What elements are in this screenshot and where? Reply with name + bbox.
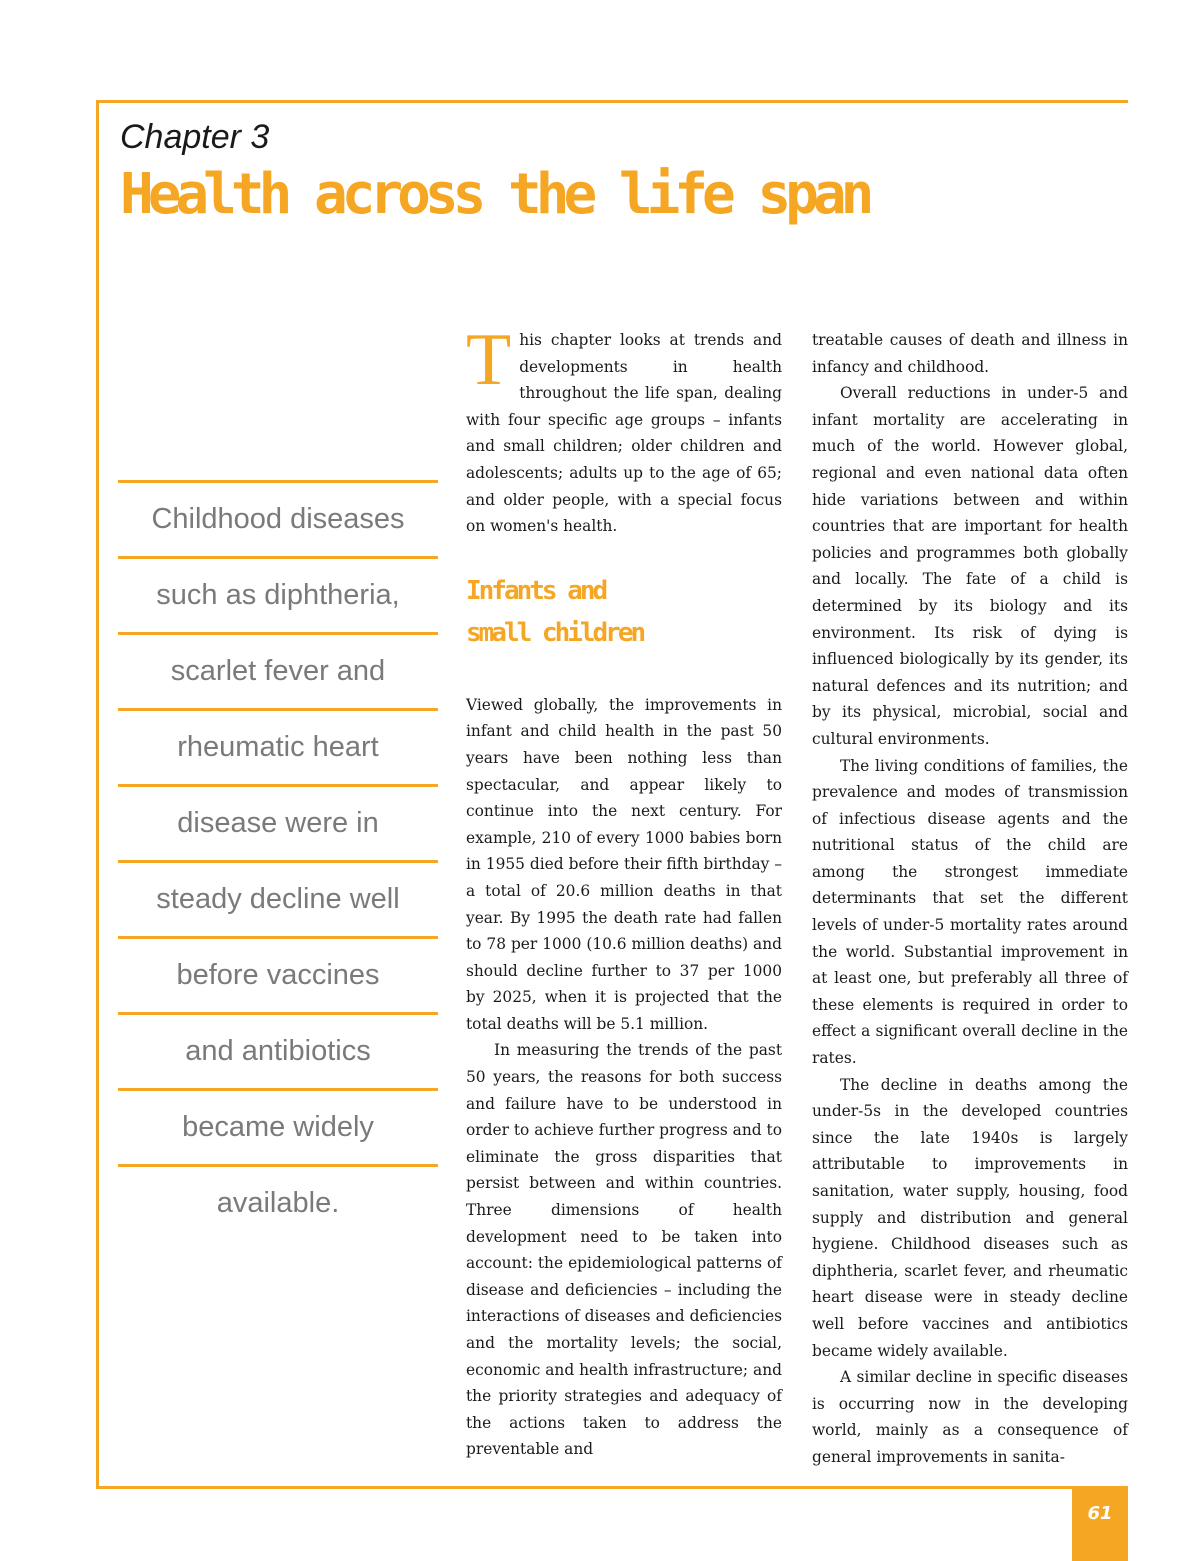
body-column-right: [812, 327, 1128, 1471]
pull-quote-line: scarlet fever and: [118, 632, 438, 708]
chapter-label: Chapter 3: [120, 118, 270, 156]
body-paragraph: treatable causes of death and illness in infancy and childhood.: [812, 331, 1128, 376]
chapter-title: Health across the life span: [120, 162, 869, 227]
left-rule: [96, 100, 99, 1489]
body-paragraph: Viewed globally, the improvements in infant and child health in the past 50 years have been nothing less than spectacular, and appear likely to continue into the next century. For example, 210 of every 1000 babies born in 1955 died before their fifth birthday – a total of 20.6 million deaths in that year. By 1995 the death rate had fallen to 78 per 1000 (10.6 million deaths) and should decline further to 37 per 1000 by 2025, when it is projected that the total deaths will be 5.1 million.: [466, 695, 782, 1033]
pull-quote: [118, 480, 438, 1240]
section-heading: [466, 570, 782, 654]
body-paragraph: Overall reductions in under-5 and infant mortality are accelerating in much of the world. However global, regional and even national data often hide variations between and within countries that are important for health policies and programmes both globally and locally. The fate of a child is determined by its biology and its environment. Its risk of dying is influenced biologically by its gender, its natural defences and its nutrition; and by its physical, microbial, social and cultural environments.: [812, 384, 1128, 748]
pull-quote-line: available.: [118, 1164, 438, 1240]
bottom-rule: [96, 1486, 1128, 1489]
top-rule: [96, 100, 1128, 103]
body-column-left: [466, 319, 782, 1463]
intro-text: his chapter looks at trends and developments in health throughout the life span, dealing with four specific age groups – infants and small children; older children and adolescents; adults up to the age of 65; and older people, with a special focus on women's health.: [466, 331, 782, 536]
drop-cap: T: [466, 319, 512, 401]
page-number-tab: [1072, 1489, 1128, 1561]
pull-quote-line: disease were in: [118, 784, 438, 860]
pull-quote-line: rheumatic heart: [118, 708, 438, 784]
pull-quote-line: steady decline well: [118, 860, 438, 936]
intro-paragraph: [466, 319, 782, 540]
pull-quote-line: became widely: [118, 1088, 438, 1164]
pull-quote-line: and antibiotics: [118, 1012, 438, 1088]
body-paragraph: The living conditions of families, the prevalence and modes of transmission of infectious disease agents and the nutritional status of the child are among the strongest immediate determinants that set the different levels of under-5 mortality rates around the world. Substantial improvement in at least one, but preferably all three of these elements is required in order to effect a significant overall decline in the rates.: [812, 756, 1128, 1068]
page-number: 61: [1087, 1503, 1113, 1524]
section-heading-line: small children: [466, 617, 644, 648]
body-paragraph: In measuring the trends of the past 50 years, the reasons for both success and failure have to be understood in order to achieve further progress and to eliminate the gross disparities that persist between and within countries. Three dimensions of health development need to be taken into account: the epidemiological patterns of disease and deficiencies – including the interactions of diseases and deficiencies and the mortality levels; the social, economic and health infrastructure; and the priority strategies and adequacy of the actions taken to address the preventable and: [466, 1041, 782, 1459]
pull-quote-line: such as diphtheria,: [118, 556, 438, 632]
pull-quote-line: Childhood diseases: [118, 480, 438, 556]
pull-quote-line: before vaccines: [118, 936, 438, 1012]
section-heading-line: Infants and: [466, 575, 606, 606]
body-paragraph: A similar decline in specific diseases is occurring now in the developing world, mainly as a consequence of general improvements in sanita-: [812, 1368, 1128, 1466]
body-paragraph: The decline in deaths among the under-5s in the developed countries since the late 1940s is largely attributable to improvements in sanitation, water supply, housing, food supply and distribution and general hygiene. Childhood diseases such as diphtheria, scarlet fever, and rheumatic heart disease were in steady decline well before vaccines and antibiotics became widely available.: [812, 1075, 1128, 1360]
